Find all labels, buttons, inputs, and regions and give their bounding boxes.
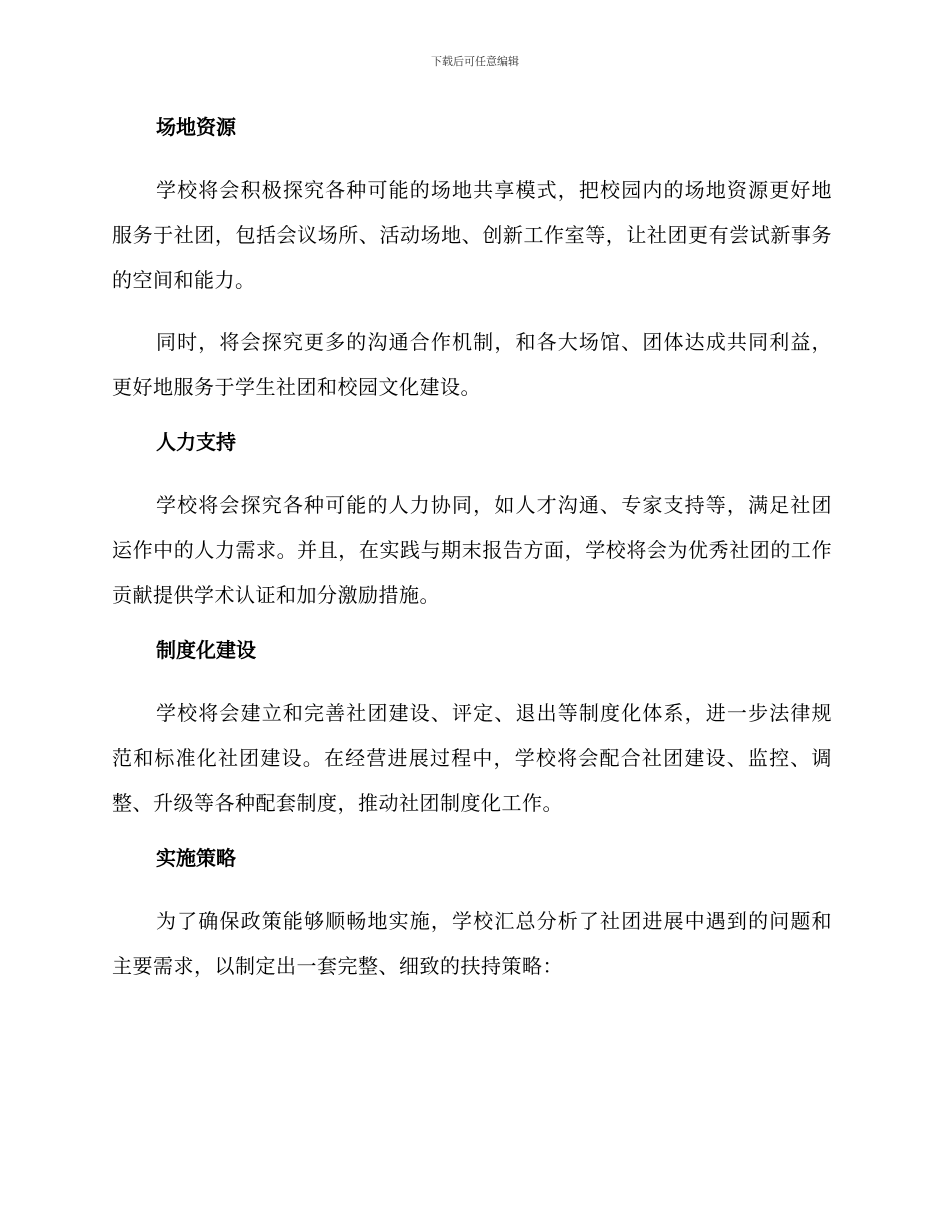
section-title-human-support: 人力支持 [156,430,236,454]
section-title-implementation-strategy: 实施策略 [156,846,236,870]
paragraph: 学校将会积极探究各种可能的场地共享模式，把校园内的场地资源更好地服务于社团，包括会议场所、活动场地、创新工作室等，让社团更有尝试新事务的空间和能力。 [112,178,832,292]
paragraph: 为了确保政策能够顺畅地实施，学校汇总分析了社团进展中遇到的问题和主要需求，以制定出一套完整、细致的扶持策略： [112,909,832,978]
paragraph: 同时，将会探究更多的沟通合作机制，和各大场馆、团体达成共同利益，更好地服务于学生社团和校园文化建设。 [112,330,832,399]
section-title-venue-resources: 场地资源 [156,115,236,139]
page-header: 下载后可任意编辑 [431,55,519,68]
document-body [112,112,832,989]
paragraph: 学校将会建立和完善社团建设、评定、退出等制度化体系，进一步法律规范和标准化社团建设。在经营进展过程中，学校将会配合社团建设、监控、调整、升级等各种配套制度，推动社团制度化工作。 [112,701,832,815]
paragraph: 学校将会探究各种可能的人力协同，如人才沟通、专家支持等，满足社团运作中的人力需求。并且，在实践与期末报告方面，学校将会为优秀社团的工作贡献提供学术认证和加分激励措施。 [112,493,832,607]
section-title-institutionalization: 制度化建设 [156,638,256,662]
